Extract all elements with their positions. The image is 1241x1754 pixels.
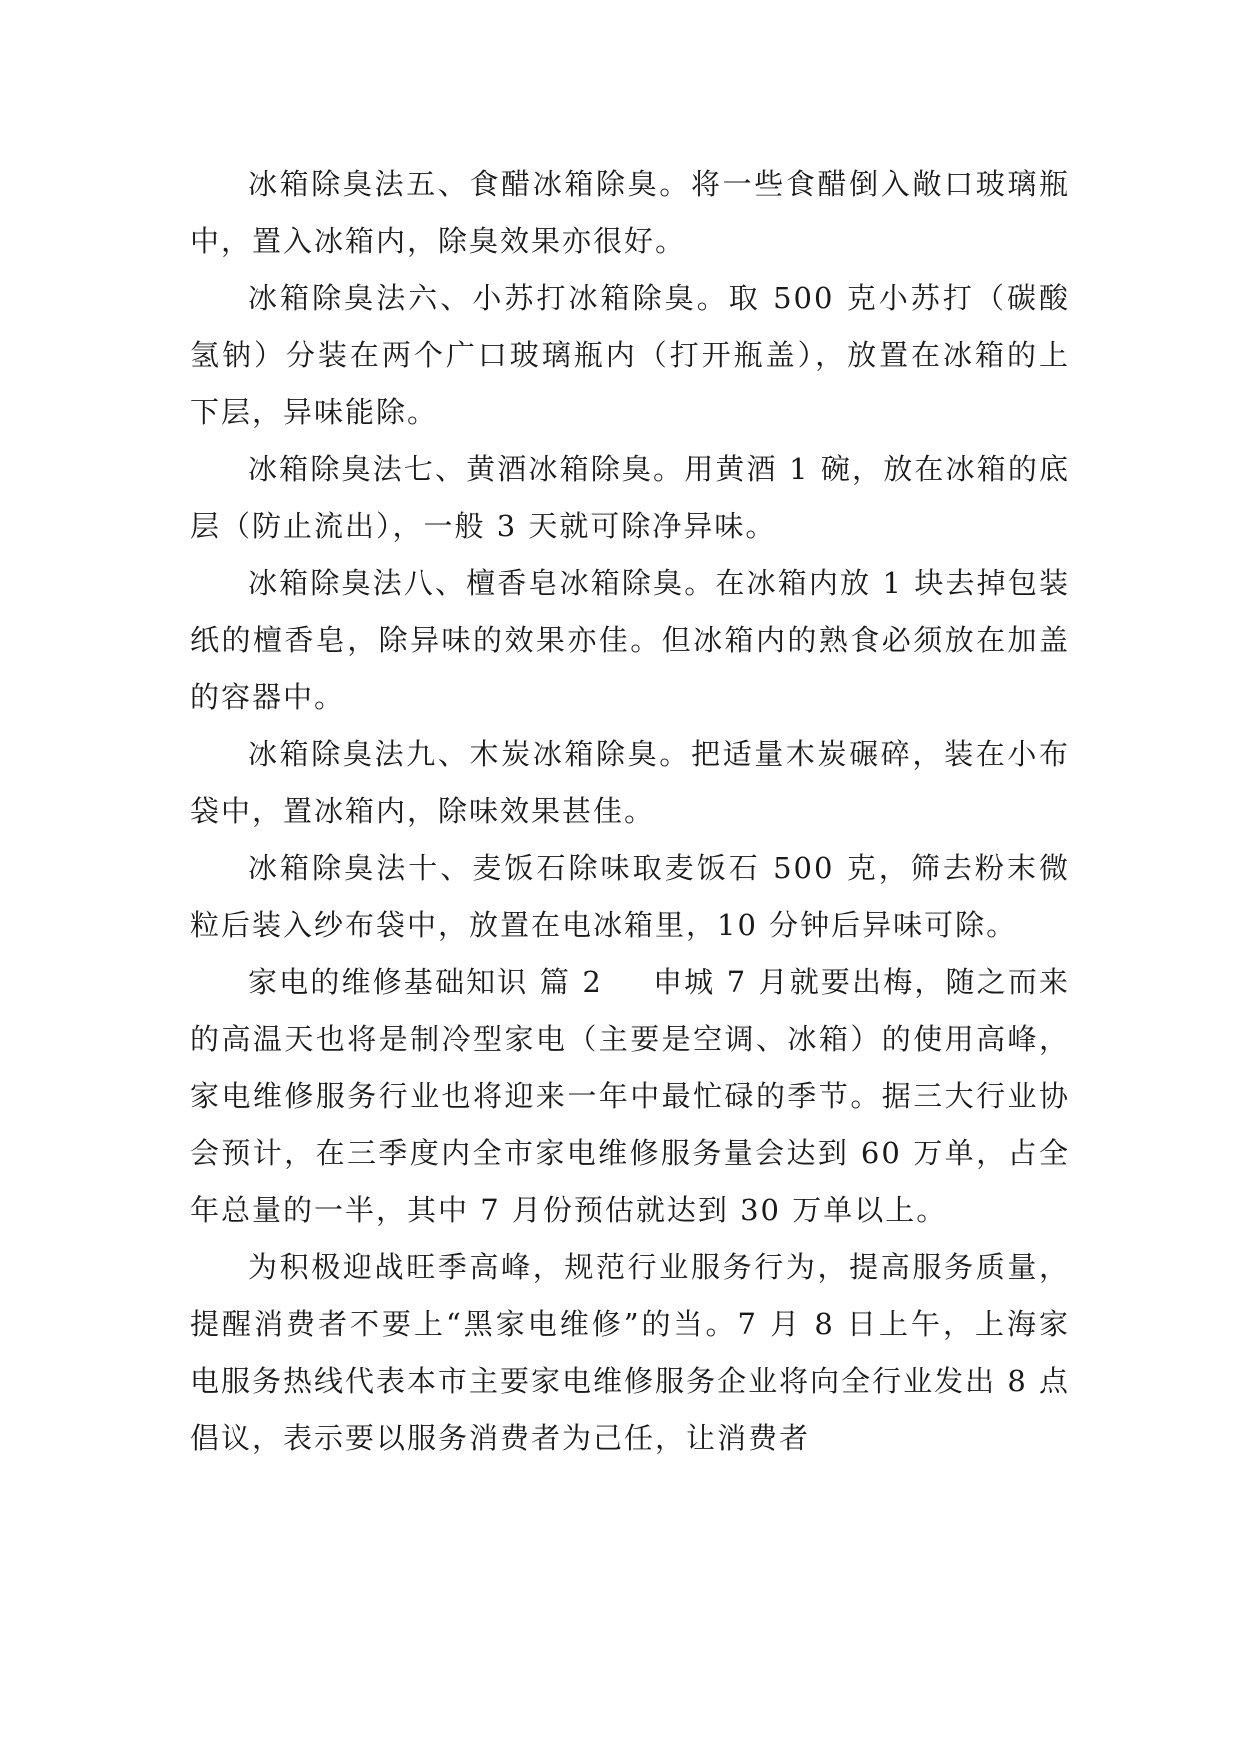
paragraph-method-5: 冰箱除臭法五、食醋冰箱除臭。将一些食醋倒入敞口玻璃瓶中，置入冰箱内，除臭效果亦很好。	[190, 167, 1070, 258]
section-body: 申城 7 月就要出梅，随之而来的高温天也将是制冷型家电（主要是空调、冰箱）的使用高峰，家电维修服务行业也将迎来一年中最忙碌的季节。据三大行业协会预计，在三季度内全市家电维修服务量会达到 60 万单，占全年总量的一半，其中 7 月份预估就达到 30 万单以上。	[190, 965, 1071, 1227]
paragraph-method-10: 冰箱除臭法十、麦饭石除味取麦饭石 500 克，筛去粉末微粒后装入纱布袋中，放置在电冰箱里，10 分钟后异味可除。	[190, 851, 1070, 942]
document-body	[190, 156, 1070, 1467]
final-paragraph: 为积极迎战旺季高峰，规范行业服务行为，提高服务质量，提醒消费者不要上“黑家电维修”的当。7 月 8 日上午，上海家电服务热线代表本市主要家电维修服务企业将向全行业发出 8 点倡议，表示要以服务消费者为己任，让消费者	[190, 1250, 1070, 1455]
section-paragraph	[190, 954, 1070, 1239]
paragraph-method-7: 冰箱除臭法七、黄酒冰箱除臭。用黄酒 1 碗，放在冰箱的底层（防止流出），一般 3 天就可除净异味。	[190, 452, 1070, 543]
paragraph-method-9: 冰箱除臭法九、木炭冰箱除臭。把适量木炭碾碎，装在小布袋中，置冰箱内，除味效果甚佳。	[190, 737, 1070, 828]
section-heading: 家电的维修基础知识 篇 2	[248, 965, 603, 999]
paragraph-method-6: 冰箱除臭法六、小苏打冰箱除臭。取 500 克小苏打（碳酸氢钠）分装在两个广口玻璃瓶内（打开瓶盖），放置在冰箱的上下层，异味能除。	[190, 281, 1070, 429]
paragraph-method-8: 冰箱除臭法八、檀香皂冰箱除臭。在冰箱内放 1 块去掉包装纸的檀香皂，除异味的效果亦佳。但冰箱内的熟食必须放在加盖的容器中。	[190, 566, 1070, 714]
